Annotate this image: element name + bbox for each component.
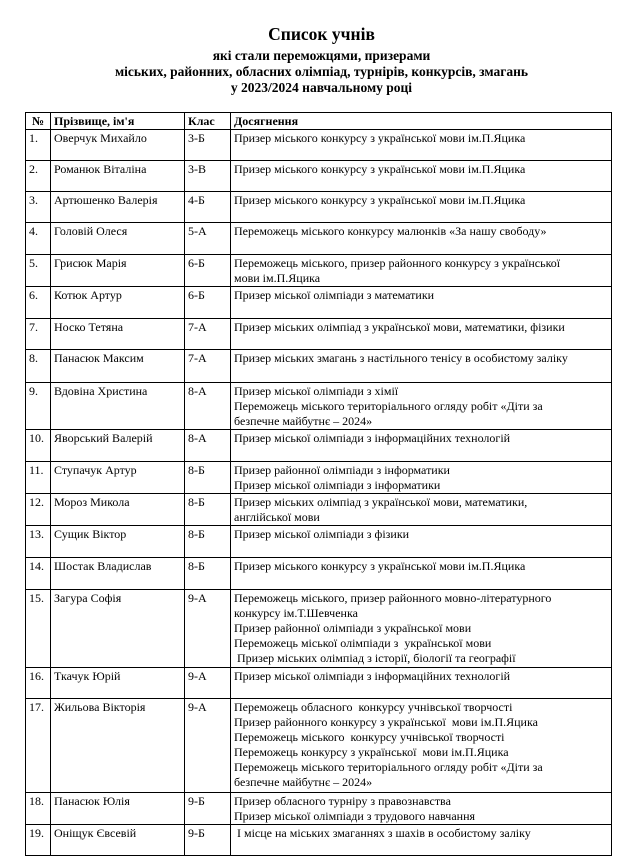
table-row [26,223,612,255]
student-name: Загура Софія [51,590,185,668]
achievements-cell [231,130,612,161]
achievement-line: Переможець міського територіального огляду робіт «Діти за [234,399,543,413]
table-row [26,462,612,494]
achievements-cell [231,793,612,825]
row-number: 10. [26,430,51,462]
student-class: 3-Б [185,130,231,161]
achievement-line: Призер міської олімпіади з трудового навчання [234,809,476,823]
student-class: 3-В [185,161,231,192]
achievement-line: Переможець міського, призер районного мовно-літературного [234,591,552,605]
student-class: 6-Б [185,255,231,287]
student-class: 8-А [185,430,231,462]
student-name: Грисюк Марія [51,255,185,287]
achievement-line: Призер міського конкурсу з української мови ім.П.Яцика [234,193,526,207]
achievement-line: мови ім.П.Яцика [234,271,321,285]
table-row [26,130,612,161]
achievement-line: Призер районної олімпіади з інформатики [234,463,450,477]
table-body [26,130,612,856]
table-row [26,287,612,319]
student-class: 8-Б [185,558,231,590]
achievement-line: Призер міської олімпіади з хімії [234,384,399,398]
student-name: Мороз Микола [51,494,185,526]
student-class: 9-Б [185,793,231,825]
row-number: 19. [26,825,51,856]
document-subtitle [0,48,643,96]
student-class: 8-Б [185,526,231,558]
achievement-line: Переможець конкурсу з української мови ім.П.Яцика [234,745,509,759]
achievement-line: Призер міської олімпіади з фізики [234,527,410,541]
row-number: 7. [26,319,51,350]
table-row [26,383,612,430]
achievement-line: Призер міських олімпіад з історії, біології та географії [234,651,516,665]
student-name: Оверчук Михайло [51,130,185,161]
row-number: 18. [26,793,51,825]
student-name: Панасюк Юлія [51,793,185,825]
student-name: Оніщук Євсевій [51,825,185,856]
achievements-cell [231,223,612,255]
achievement-line: Призер міських змагань з настільного тенісу в особистому заліку [234,351,568,365]
achievements-cell [231,462,612,494]
student-class: 4-Б [185,192,231,223]
header-name: Прізвище, ім'я [51,113,185,130]
row-number: 5. [26,255,51,287]
student-class: 7-А [185,319,231,350]
row-number: 17. [26,699,51,793]
student-name: Ткачук Юрій [51,668,185,699]
table-row [26,430,612,462]
student-class: 8-Б [185,462,231,494]
achievements-cell [231,287,612,319]
student-name: Ступачук Артур [51,462,185,494]
student-name: Сущик Віктор [51,526,185,558]
student-name: Носко Тетяна [51,319,185,350]
header-class: Клас [185,113,231,130]
table-row [26,793,612,825]
student-name: Котюк Артур [51,287,185,319]
achievement-line: Переможець міського конкурсу малюнків «За нашу свободу» [234,224,547,238]
table-row [26,558,612,590]
table-row [26,161,612,192]
achievement-line: безпечне майбутнє – 2024» [234,414,373,428]
table-header-row [26,113,612,130]
achievements-cell [231,192,612,223]
achievement-line: Призер районного конкурсу з української мови ім.П.Яцика [234,715,538,729]
header-num: № [26,113,51,130]
achievement-line: Переможець міського конкурсу учнівської творчості [234,730,505,744]
table-row [26,668,612,699]
achievement-line: Призер міської олімпіади з інформатики [234,478,441,492]
header-achievements: Досягнення [231,113,612,130]
student-name: Артюшенко Валерія [51,192,185,223]
row-number: 8. [26,350,51,383]
row-number: 14. [26,558,51,590]
achievements-cell [231,558,612,590]
achievements-cell [231,383,612,430]
achievements-cell [231,319,612,350]
table-row [26,590,612,668]
achievements-cell [231,161,612,192]
achievements-cell [231,699,612,793]
student-class: 9-А [185,668,231,699]
table-row [26,825,612,856]
student-name: Панасюк Максим [51,350,185,383]
achievements-cell [231,430,612,462]
row-number: 6. [26,287,51,319]
table-row [26,526,612,558]
awards-table [25,112,612,856]
table-row [26,192,612,223]
achievement-line: Призер міського конкурсу з української мови ім.П.Яцика [234,131,526,145]
subtitle-line: які стали переможцями, призерами [212,48,431,63]
student-class: 7-А [185,350,231,383]
row-number: 12. [26,494,51,526]
achievement-line: Переможець міського, призер районного конкурсу з української [234,256,561,270]
achievements-cell [231,350,612,383]
achievement-line: Призер міського конкурсу з української мови ім.П.Яцика [234,162,526,176]
row-number: 9. [26,383,51,430]
subtitle-line: у 2023/2024 навчальному році [230,80,413,95]
achievement-line: Переможець міського територіального огляду робіт «Діти за [234,760,543,774]
student-class: 8-Б [185,494,231,526]
achievements-cell [231,494,612,526]
student-name: Вдовіна Христина [51,383,185,430]
student-name: Яворський Валерій [51,430,185,462]
achievement-line: Призер міського конкурсу з української мови ім.П.Яцика [234,559,526,573]
achievement-line: англійської мови [234,510,320,524]
achievement-line: Призер міських олімпіад з української мови, математики, [234,495,528,509]
achievements-cell [231,590,612,668]
achievement-line: конкурсу ім.Т.Шевченка [234,606,358,620]
student-class: 9-Б [185,825,231,856]
row-number: 4. [26,223,51,255]
table-row [26,494,612,526]
achievements-cell [231,255,612,287]
achievement-line: безпечне майбутнє – 2024» [234,775,373,789]
achievement-line: Призер міської олімпіади з інформаційних технологій [234,669,511,683]
table-row [26,699,612,793]
subtitle-line: міських, районних, обласних олімпіад, турнірів, конкурсів, змагань [114,64,529,79]
row-number: 11. [26,462,51,494]
row-number: 13. [26,526,51,558]
achievements-cell [231,825,612,856]
achievements-cell [231,668,612,699]
student-class: 6-Б [185,287,231,319]
row-number: 1. [26,130,51,161]
achievement-line: Призер міської олімпіади з математики [234,288,435,302]
achievement-line: Призер районної олімпіади з української мови [234,621,472,635]
achievements-cell [231,526,612,558]
student-class: 9-А [185,590,231,668]
achievement-line: Переможець обласного конкурсу учнівської творчості [234,700,513,714]
student-name: Жильова Вікторія [51,699,185,793]
table-row [26,255,612,287]
student-name: Головій Олеся [51,223,185,255]
achievement-line: Призер обласного турніру з правознавства [234,794,451,808]
table-row [26,350,612,383]
document-title: Список учнів [268,24,375,44]
row-number: 16. [26,668,51,699]
table-row [26,319,612,350]
row-number: 15. [26,590,51,668]
achievement-line: І місце на міських змаганнях з шахів в особистому заліку [234,826,531,840]
achievement-line: Переможець міської олімпіади з української мови [234,636,492,650]
student-name: Романюк Віталіна [51,161,185,192]
row-number: 3. [26,192,51,223]
achievement-line: Призер міської олімпіади з інформаційних технологій [234,431,511,445]
student-class: 8-А [185,383,231,430]
achievement-line: Призер міських олімпіад з української мови, математики, фізики [234,320,565,334]
row-number: 2. [26,161,51,192]
student-class: 5-А [185,223,231,255]
student-name: Шостак Владислав [51,558,185,590]
student-class: 9-А [185,699,231,793]
